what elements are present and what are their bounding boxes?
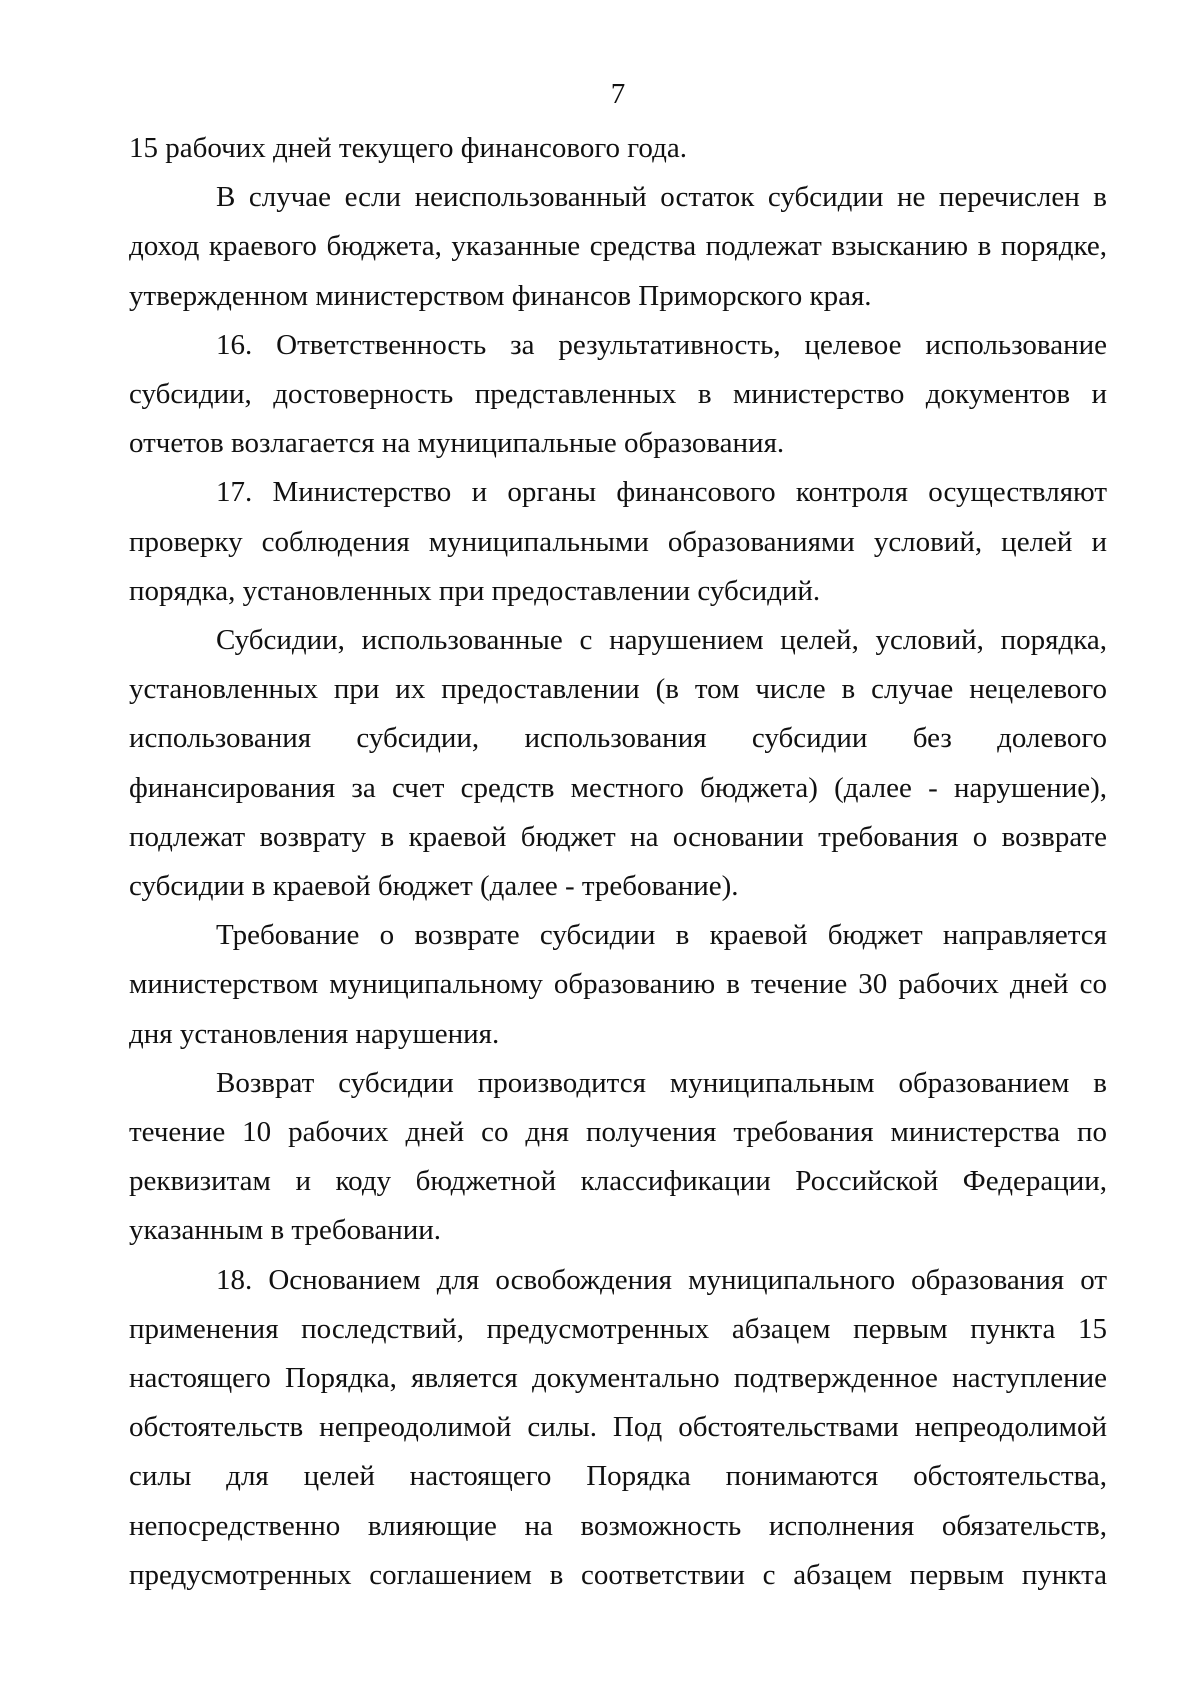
paragraph-violations: Субсидии, использованные с нарушением целей, условий, порядка, установленных при их предоставлении (в том числе в случае нецелевого использования субсидии, использования субсидии без долевого финансирования за счет средств местного бюджета) (далее - нарушение), подлежат возврату в краевой бюджет на основании требования о возврате субсидии в краевой бюджет (далее - требование). [129,624,1107,903]
paragraph-unreturned-balance: В случае если неиспользованный остаток субсидии не перечислен в доход краевого бюджета, указанные средства подлежат взысканию в порядке, утвержденном министерством финансов Приморского края. [129,181,1107,312]
paragraph-item-17: 17. Министерство и органы финансового контроля осуществляют проверку соблюдения муниципальными образованиями условий, целей и порядка, установленных при предоставлении субсидий. [129,476,1107,607]
document-body [129,124,1107,1600]
paragraph-continuation: 15 рабочих дней текущего финансового года. [129,132,687,164]
paragraph-item-16: 16. Ответственность за результативность, целевое использование субсидии, достоверность представленных в министерство документов и отчетов возлагается на муниципальные образования. [129,328,1107,460]
paragraph-return-procedure: Возврат субсидии производится муниципальным образованием в течение 10 рабочих дней со дня получения требования министерства по реквизитам и коду бюджетной классификации Российской Федерации, указанным в требовании. [129,1066,1107,1247]
paragraph-return-demand: Требование о возврате субсидии в краевой бюджет направляется министерством муниципальному образованию в течение 30 рабочих дней со дня установления нарушения. [129,919,1107,1050]
paragraph-item-18: 18. Основанием для освобождения муниципального образования от применения последствий, предусмотренных абзацем первым пункта 15 настоящего Порядка, является документально подтвержденное наступление обстоятельств непреодолимой силы. Под обстоятельствами непреодолимой силы для целей настоящего Порядка понимаются обстоятельства, непосредственно влияющие на возможность исполнения обязательств, предусмотренных соглашением в соответствии с абзацем первым пункта [129,1263,1107,1591]
page-number: 7 [610,78,626,110]
